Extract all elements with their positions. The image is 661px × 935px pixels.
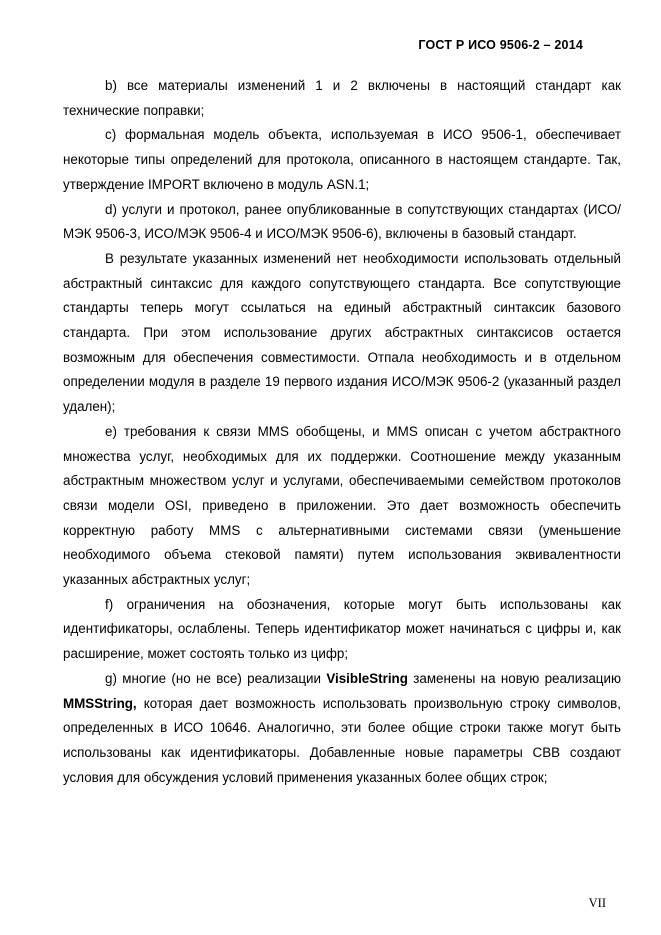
paragraph-f: f) ограничения на обозначения, которые могут быть использованы как идентификаторы, ослаблены. Теперь идентификатор может начинаться с цифры и, как расширение, может состоять только из цифр; (63, 596, 621, 662)
paragraph-c: c) формальная модель объекта, используемая в ИСО 9506-1, обеспечивает некоторые типы определений для протокола, описанного в настоящем стандарте. Так, утверждение IMPORT включено в модуль ASN.1; (63, 127, 621, 192)
paragraph-g-part3: которая дает возможность использовать произвольную строку символов, определенных в ИСО 10646. Аналогично, эти более общие строки также могут быть использованы как идентификаторы. Добавленные новые параметры CBB создают условия для обсуждения условий применения указанных более общих строк; (63, 695, 621, 785)
mmsstring-term: MMSString, (63, 695, 137, 711)
paragraph-g-part1: g) многие (но не все) реализации (105, 670, 327, 686)
paragraph-e: e) требования к связи MMS обобщены, и MMS описан с учетом абстрактного множества услуг, необходимых для их поддержки. Соотношение между указанным абстрактным множеством услуг и услугами, обеспечиваемыми семейством протоколов связи модели OSI, приведено в приложении. Это дает возможность обеспечить корректную работу MMS с альтернативными системами связи (уменьшение необходимого объема стековой памяти) путем использования эквивалентности указанных абстрактных услуг; (63, 423, 621, 588)
paragraph-g-part2: заменены на новую реализацию (407, 670, 621, 686)
paragraph-b: b) все материалы изменений 1 и 2 включены в настоящий стандарт как технические поправки; (63, 78, 621, 118)
body-text (63, 74, 621, 790)
paragraph-result: В результате указанных изменений нет необходимости использовать отдельный абстрактный синтаксис для каждого сопутствующего стандарта. Все сопутствующие стандарты теперь могут ссылаться на единый абстрактный синтаксик базового стандарта. При этом использование других абстрактных синтаксисов остается возможным для обеспечения совместимости. Отпала необходимость и в отдельном определении модуля в разделе 19 первого издания ИСО/МЭК 9506-2 (указанный раздел удален); (63, 250, 621, 415)
visiblestring-term: VisibleString (326, 670, 408, 686)
paragraph-d: d) услуги и протокол, ранее опубликованные в сопутствующих стандартах (ИСО/МЭК 9506-3, ИСО/МЭК 9506-4 и ИСО/МЭК 9506-6), включены в базовый стандарт. (63, 201, 621, 242)
page-number: VII (588, 896, 606, 910)
document-header: ГОСТ Р ИСО 9506-2 – 2014 (418, 38, 583, 52)
paragraph-g (63, 667, 621, 791)
